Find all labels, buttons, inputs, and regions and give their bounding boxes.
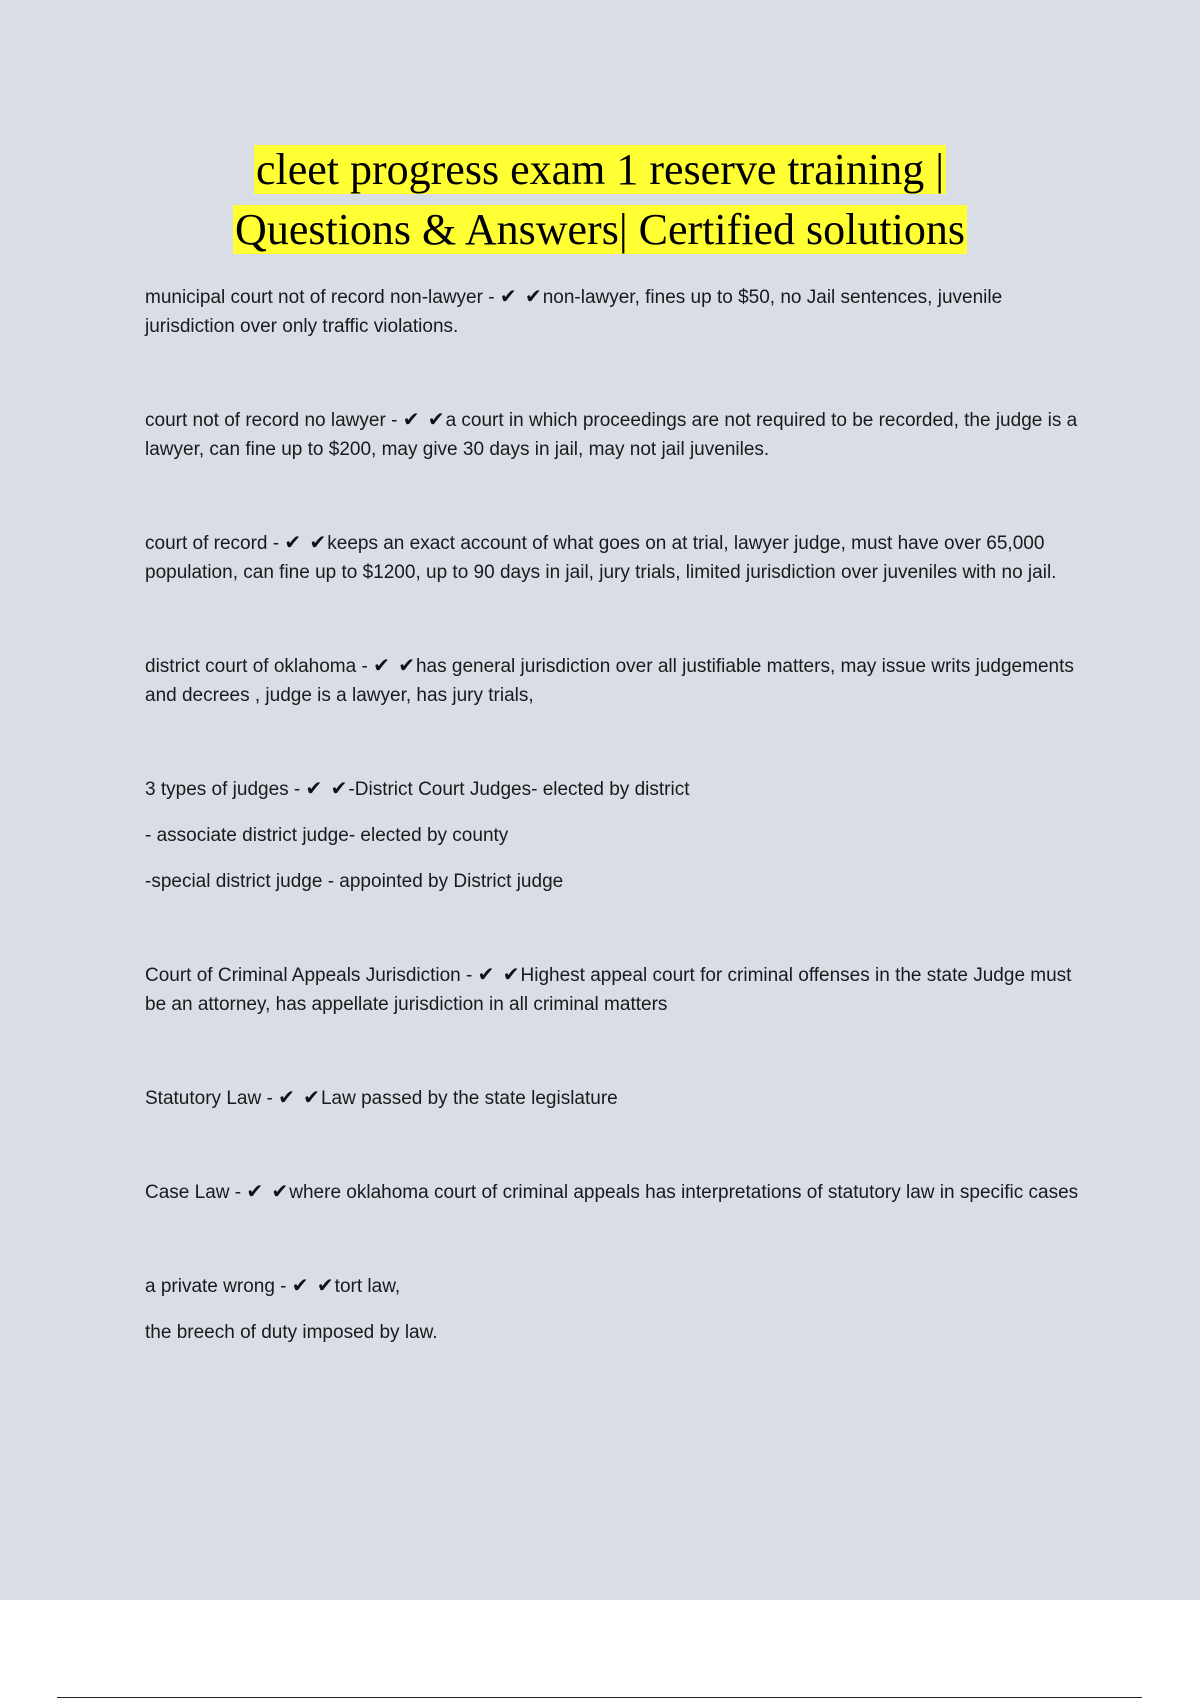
qa-separator: -	[274, 1276, 292, 1297]
qa-main-line	[145, 1177, 1095, 1207]
qa-list	[145, 282, 1095, 1347]
qa-entry	[145, 1083, 1095, 1113]
qa-separator: -	[460, 965, 478, 986]
qa-entry	[145, 651, 1095, 710]
qa-answer: keeps an exact account of what goes on at trial, lawyer judge, must have over 65,000 population, can fine up to $1200, up to 90 days in jail, jury trials, limited jurisdiction over juveniles with no jail.	[145, 533, 1057, 583]
qa-term: Statutory Law	[145, 1088, 262, 1109]
double-check-icon: ✔ ✔	[284, 530, 328, 554]
double-check-icon: ✔ ✔	[373, 653, 416, 677]
qa-extra-line: -special district judge - appointed by District judge	[145, 871, 564, 892]
qa-answer: Law passed by the state legislature	[320, 1088, 618, 1109]
qa-answer: has general jurisdiction over all justifiable matters, may issue writs judgements and decrees , judge is a lawyer, has jury trials,	[145, 656, 1074, 706]
qa-separator: -	[356, 656, 374, 677]
qa-answer: Highest appeal court for criminal offenses in the state Judge must be an attorney, has appellate jurisdiction in all criminal matters	[145, 965, 1072, 1015]
qa-main-line	[145, 774, 1095, 804]
qa-separator: -	[267, 533, 285, 554]
qa-term: a private wrong	[145, 1276, 275, 1297]
double-check-icon: ✔ ✔	[402, 407, 446, 431]
double-check-icon: ✔ ✔	[246, 1179, 290, 1203]
qa-term: district court of oklahoma	[145, 656, 357, 677]
qa-entry	[145, 960, 1095, 1019]
qa-main-line	[145, 1083, 1095, 1113]
qa-separator: -	[482, 287, 500, 308]
qa-entry	[145, 774, 1095, 896]
double-check-icon: ✔ ✔	[477, 962, 521, 986]
qa-main-line	[145, 405, 1095, 464]
qa-answer: tort law,	[334, 1276, 401, 1297]
document-title	[0, 140, 1200, 260]
qa-extra-line: the breech of duty imposed by law.	[145, 1322, 438, 1343]
double-check-icon: ✔ ✔	[499, 284, 543, 308]
qa-answer: non-lawyer, fines up to $50, no Jail sentences, juvenile jurisdiction over only traffic violations.	[145, 287, 1003, 337]
qa-main-line	[145, 528, 1095, 587]
qa-entry	[145, 1177, 1095, 1207]
double-check-icon: ✔ ✔	[291, 1273, 335, 1297]
qa-term: court of record	[145, 533, 268, 554]
qa-main-line	[145, 1271, 1095, 1301]
qa-term: 3 types of judges	[145, 779, 289, 800]
qa-answer: a court in which proceedings are not required to be recorded, the judge is a lawyer, can fine up to $200, may give 30 days in jail, may not jail juveniles.	[145, 410, 1078, 460]
qa-main-line	[145, 651, 1095, 710]
qa-term: Court of Criminal Appeals Jurisdiction	[145, 965, 461, 986]
qa-separator: -	[261, 1088, 279, 1109]
qa-extra-line: - associate district judge- elected by county	[145, 825, 509, 846]
double-check-icon: ✔ ✔	[278, 1085, 321, 1109]
qa-separator: -	[385, 410, 403, 431]
footer-divider	[57, 1697, 1142, 1698]
qa-main-line	[145, 282, 1095, 341]
qa-separator: -	[288, 779, 306, 800]
qa-answer: where oklahoma court of criminal appeals has interpretations of statutory law in specific cases	[289, 1182, 1079, 1203]
qa-separator: -	[229, 1182, 247, 1203]
double-check-icon: ✔ ✔	[305, 776, 349, 800]
qa-entry	[145, 282, 1095, 341]
title-line-2: Questions & Answers| Certified solutions	[235, 205, 965, 254]
title-line-1: cleet progress exam 1 reserve training |	[255, 145, 945, 194]
qa-term: municipal court not of record non-lawyer	[145, 287, 483, 308]
qa-entry	[145, 528, 1095, 587]
qa-term: Case Law	[145, 1182, 230, 1203]
qa-term: court not of record no lawyer	[145, 410, 386, 431]
qa-main-line	[145, 960, 1095, 1019]
qa-entry	[145, 1271, 1095, 1347]
qa-entry	[145, 405, 1095, 464]
qa-answer: -District Court Judges- elected by district	[348, 779, 690, 800]
